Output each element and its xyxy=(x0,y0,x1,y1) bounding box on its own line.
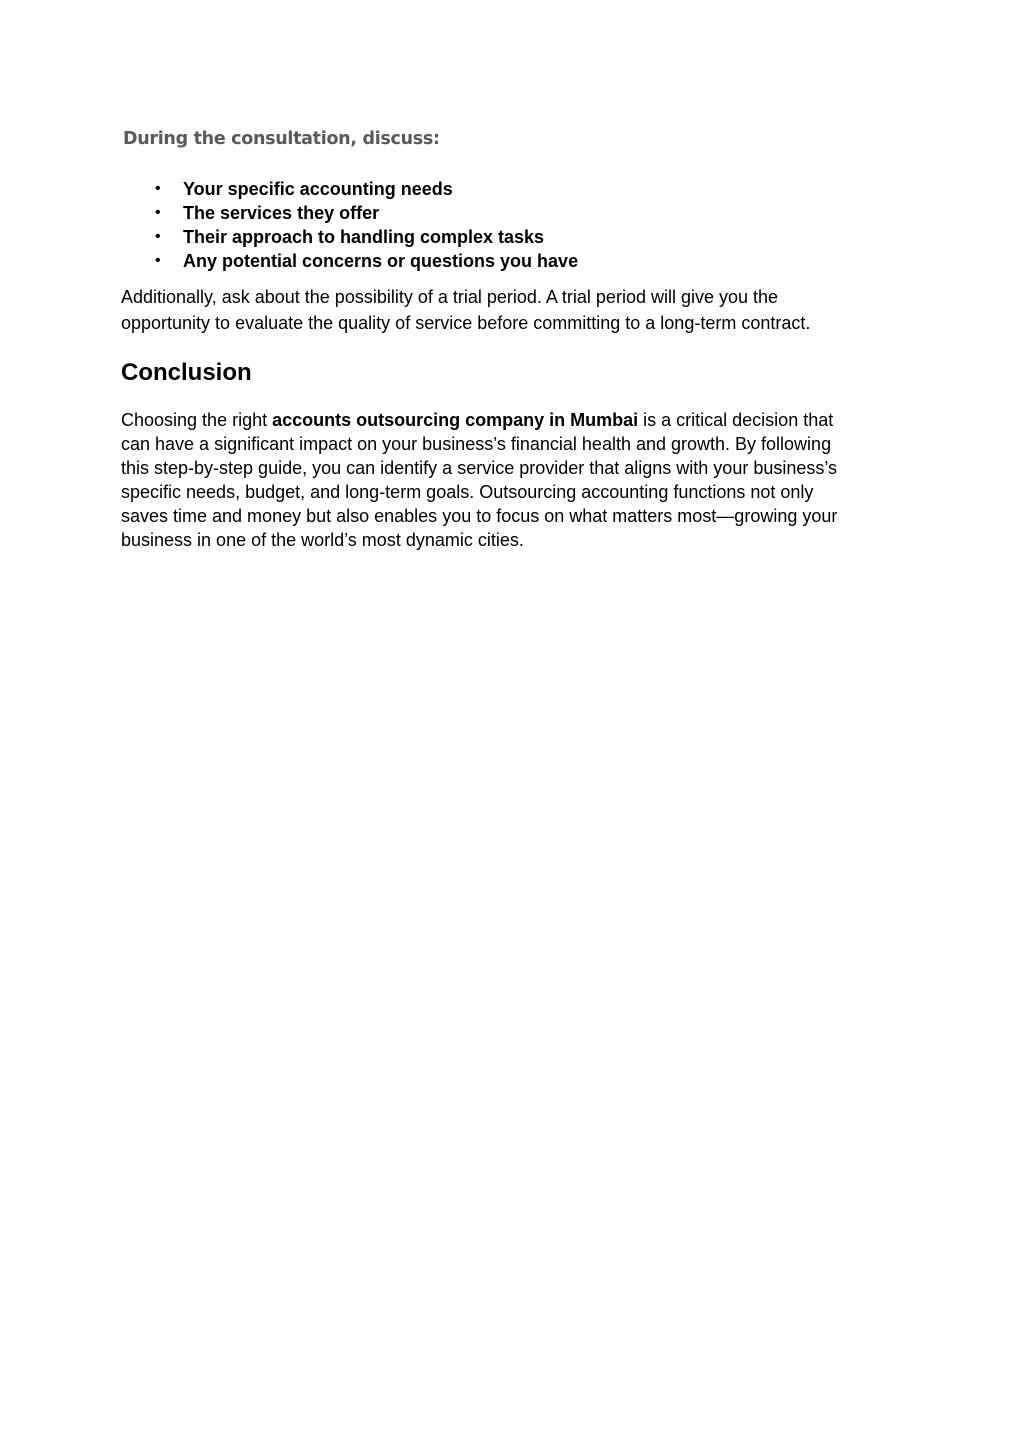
line-text: Choosing the right xyxy=(121,410,273,430)
bullet-text: Your specific accounting needs xyxy=(183,179,453,199)
paragraph-line: this step-by-step guide, you can identify a service provider that aligns with your business’s xyxy=(121,458,838,478)
bullet-text: Any potential concerns or questions you have xyxy=(183,251,579,271)
conclusion-paragraph xyxy=(121,408,837,552)
conclusion-heading: Conclusion xyxy=(121,359,252,386)
paragraph-line: can have a significant impact on your business’s financial health and growth. By following xyxy=(121,434,832,454)
bullet-item-accounting-needs xyxy=(155,177,578,201)
paragraph-line xyxy=(121,408,837,432)
bullet-icon: • xyxy=(155,252,161,269)
bullet-item-services xyxy=(155,201,578,225)
consultation-subheading: During the consultation, discuss: xyxy=(123,129,440,149)
paragraph-line: saves time and money but also enables you to focus on what matters most—growing your xyxy=(121,506,838,526)
keyword-emphasis: accounts outsourcing company in Mumbai xyxy=(272,410,639,430)
trial-period-paragraph xyxy=(121,284,810,336)
bullet-item-concerns xyxy=(155,249,578,273)
paragraph-line: business in one of the world’s most dynamic cities. xyxy=(121,530,524,550)
paragraph-line: opportunity to evaluate the quality of service before committing to a long-term contract. xyxy=(121,313,811,333)
paragraph-line: Additionally, ask about the possibility of a trial period. A trial period will give you the xyxy=(121,287,779,307)
bullet-icon: • xyxy=(155,180,161,197)
bullet-icon: • xyxy=(155,204,161,221)
bullet-item-approach xyxy=(155,225,578,249)
bullet-text: The services they offer xyxy=(183,203,380,223)
discussion-bullet-list xyxy=(155,177,578,273)
bullet-text: Their approach to handling complex tasks xyxy=(183,227,545,247)
paragraph-line: specific needs, budget, and long-term goals. Outsourcing accounting functions not only xyxy=(121,482,814,502)
line-text: is a critical decision that xyxy=(638,410,834,430)
bullet-icon: • xyxy=(155,228,161,245)
